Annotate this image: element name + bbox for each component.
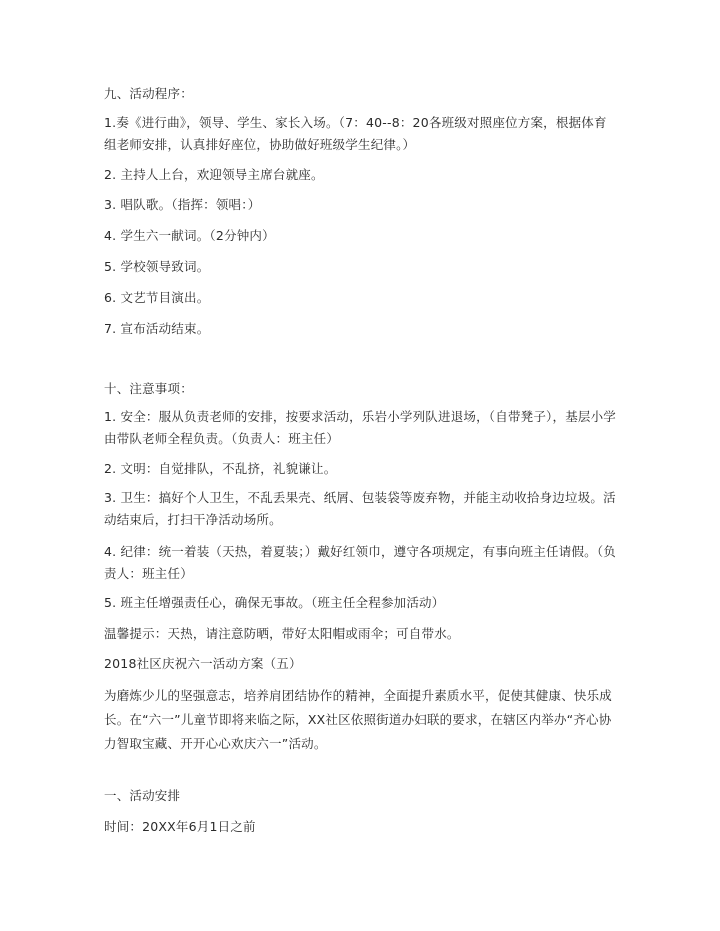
section9-heading: 九、活动程序： — [104, 86, 193, 101]
section9-item-4: 4. 学生六一献词。（2分钟内） — [104, 228, 275, 243]
warm-tip: 温馨提示：天热，请注意防晒，带好太阳帽或雨伞；可自带水。 — [104, 626, 460, 641]
section10-item-5: 5. 班主任增强责任心，确保无事故。（班主任全程参加活动） — [104, 595, 445, 610]
section10-item-1: 1. 安全：服从负责老师的安排，按要求活动，乐岩小学列队进退场，（自带凳子），基层小学由带队老师全程负责。（负责人：班主任） — [104, 409, 617, 446]
section9-item-3: 3. 唱队歌。（指挥：领唱：） — [104, 197, 261, 212]
plan-intro: 为磨炼少儿的坚强意志，培养肩团结协作的精神，全面提升素质水平，促使其健康、快乐成长。在“六一”儿童节即将来临之际，XX社区依照街道办妇联的要求，在辖区内举办“齐心协力智取宝藏、开开心心欢庆六一”活动。 — [104, 688, 613, 751]
section9-item-7: 7. 宣布活动结束。 — [104, 321, 210, 336]
section10-item-4: 4. 纪律：统一着装（天热，着夏装；）戴好红领巾，遵守各项规定，有事向班主任请假。（负责人：班主任） — [104, 544, 617, 581]
section9-item-5: 5. 学校领导致词。 — [104, 259, 210, 274]
section10-item-3: 3. 卫生：搞好个人卫生，不乱丢果壳、纸屑、包装袋等废弃物，并能主动收拾身边垃圾。活动结束后，打扫干净活动场所。 — [104, 490, 616, 527]
section10-heading: 十、注意事项： — [104, 381, 193, 396]
section10-item-2: 2. 文明：自觉排队，不乱挤，礼貌谦让。 — [104, 461, 337, 476]
arrangement-heading: 一、活动安排 — [104, 788, 181, 803]
plan-title: 2018社区庆祝六一活动方案（五） — [104, 656, 302, 671]
section9-item-2: 2. 主持人上台，欢迎领导主席台就座。 — [104, 167, 324, 182]
section9-item-1: 1.奏《进行曲》，领导、学生、家长入场。（7：40--8：20各班级对照座位方案，根据体育组老师安排，认真排好座位，协助做好班级学生纪律。） — [104, 115, 607, 152]
time-line: 时间：20XX年6月1日之前 — [104, 819, 256, 834]
section9-item-6: 6. 文艺节目演出。 — [104, 290, 210, 305]
